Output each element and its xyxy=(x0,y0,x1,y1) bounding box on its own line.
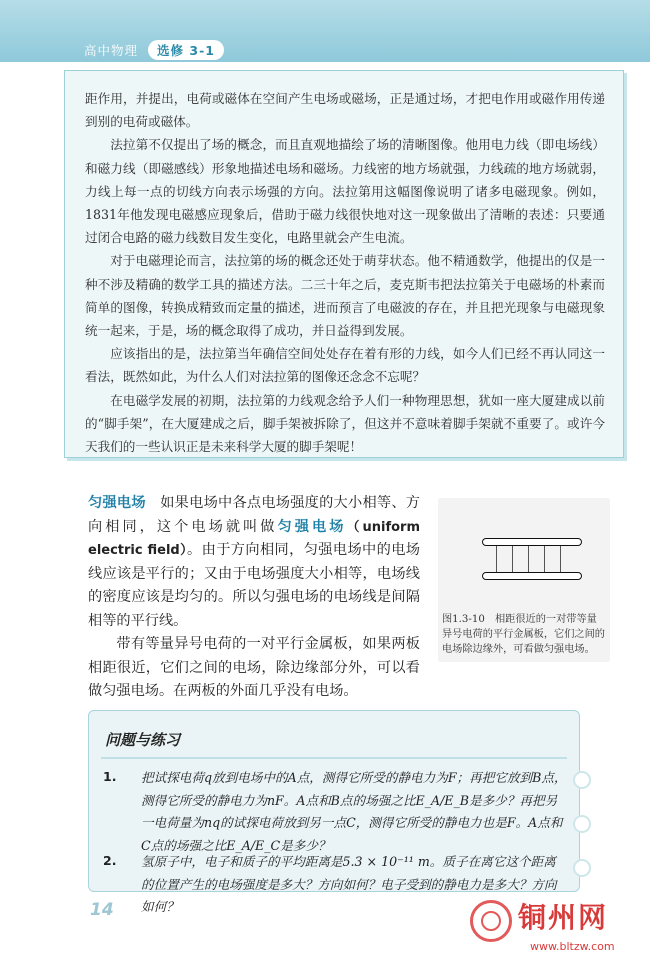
binder-ring xyxy=(573,815,591,833)
main-text xyxy=(88,492,420,704)
binder-ring xyxy=(573,859,591,877)
exercise-number: 1. xyxy=(103,769,117,784)
seal-inner xyxy=(481,911,501,931)
page-number: 14 xyxy=(90,900,114,920)
exercise-number: 2. xyxy=(103,853,117,868)
paragraph-text: 如果电场中各点电场强度的大小相等、方向相同，这个电场就叫做 xyxy=(88,495,420,535)
watermark-text: 铜州网 xyxy=(518,901,609,934)
reading-paragraph: 距作用，并提出，电荷或磁体在空间产生电场或磁场，正是通过场，才把电作用或磁作用传递到别的电荷或磁体。 xyxy=(85,91,605,130)
paragraph-text: 。由于方向相同，匀强电场中的电场线应该是平行的；又由于电场强度大小相等，电场线的密度应该是均匀的。所以匀强电场的电场线是间隔相等的平行线。 xyxy=(88,542,420,629)
series-title: 高中物理 xyxy=(84,43,139,58)
reading-paragraph: 应该指出的是，法拉第当年确信空间处处存在着有形的力线，如今人们已经不再认同这一看法，既然如此，为什么人们对法拉第的图像还念念不忘呢？ xyxy=(85,346,605,385)
reading-paragraph: 法拉第不仅提出了场的概念，而且直观地描绘了场的清晰图像。他用电力线（即电场线）和磁力线（即磁感线）形象地描述电场和磁场。力线密的地方场就强，力线疏的地方场就弱，力线上每一点的切线方向表示场强的方向。法拉第用这幅图像说明了诸多电磁现象。例如，1831年他发现电磁感应现象后，借助于磁力线很快地对这一现象做出了清晰的表述：只要通过闭合电路的磁力线数目发生变化，电路里就会产生电流。 xyxy=(85,137,605,246)
term-heading: 匀强电场 xyxy=(88,495,146,511)
exercise-text: 把试探电荷q放到电场中的A点，测得它所受的静电力为F；再把它放到B点，测得它所受的静电力为nF。A点和B点的场强之比E_A/E_B是多少？再把另一电荷量为nq的试探电荷放到另一点C，测得它所受的静电力也是F。A点和C点的场强之比E_A/E_C是多少？ xyxy=(141,770,567,853)
term-english: （uniform electric field） xyxy=(88,519,420,558)
reading-box xyxy=(64,70,624,458)
field-line xyxy=(496,546,497,572)
title-divider xyxy=(101,757,567,759)
figure-caption: 图1.3-10 相距很近的一对带等量异号电荷的平行金属板，它们之间的电场除边缘外，可看做匀强电场。 xyxy=(442,614,605,655)
book-series-label xyxy=(84,40,224,60)
watermark-url: www.bltzw.com xyxy=(530,940,615,953)
reading-paragraph: 在电磁学发展的初期，法拉第的力线观念给予人们一种物理思想，犹如一座大厦建成以前的“脚手架”，在大厦建成之后，脚手架被拆除了，但这并不意味着脚手架就不重要了。或许今天我们的一些认识正是未来科学大厦的脚手架呢！ xyxy=(85,392,605,455)
watermark-seal-icon xyxy=(470,900,512,942)
negative-plate xyxy=(482,572,582,580)
plates-paragraph: 带有等量异号电荷的一对平行金属板，如果两板相距很近，它们之间的电场，除边缘部分外，可以看做匀强电场。在两板的外面几乎没有电场。 xyxy=(88,636,420,699)
figure-parallel-plates xyxy=(438,498,610,662)
positive-plate xyxy=(482,538,582,546)
field-line xyxy=(544,546,545,572)
exercise-text: 氢原子中，电子和质子的平均距离是5.3 × 10⁻¹¹ m。质子在离它这个距离的位置产生的电场强度是多大？方向如何？电子受到的静电力是多大？方向如何？ xyxy=(141,854,557,914)
binder-ring xyxy=(573,771,591,789)
term-inline: 匀强电场 xyxy=(277,518,347,535)
field-line xyxy=(512,546,513,572)
exercises-title: 问题与练习 xyxy=(105,731,181,749)
uniform-field-paragraph xyxy=(88,492,420,633)
reading-paragraph: 对于电磁理论而言，法拉第的场的概念还处于萌芽状态。他不精通数学，他提出的仅是一种不涉及精确的数学工具的描述方法。二三十年之后，麦克斯韦把法拉第关于电磁场的朴素而简单的图像，转换成精致而定量的描述，进而预言了电磁波的存在，并且把光现象与电磁现象统一起来，于是，场的概念取得了成功，并日益得到发展。 xyxy=(85,253,605,339)
field-line xyxy=(560,546,561,572)
field-line xyxy=(528,546,529,572)
volume-badge: 选修 3-1 xyxy=(148,40,224,60)
